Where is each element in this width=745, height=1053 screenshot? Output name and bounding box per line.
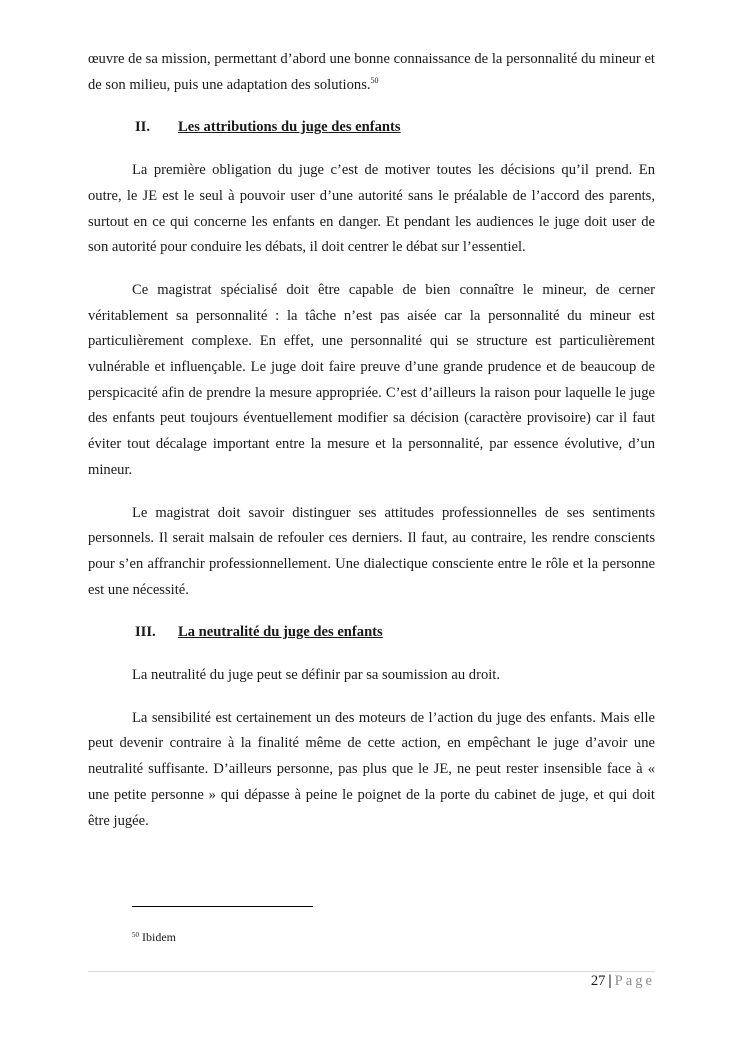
page-body xyxy=(88,47,655,834)
page-number: 27 xyxy=(590,973,606,989)
footnote-number: 50 xyxy=(132,931,139,939)
section-2-paragraph-3: Le magistrat doit savoir distinguer ses attitudes professionnelles de ses sentiments personnels. Il serait malsain de refouler ces derniers. Il faut, au contraire, les rendre conscients pour s’en affranchir professionnellement. Une dialectique consciente entre le rôle et la personne est une nécessité. xyxy=(88,504,655,598)
section-2-number: II. xyxy=(135,119,151,136)
footnote-separator xyxy=(132,906,313,907)
intro-paragraph: œuvre de sa mission, permettant d’abord une bonne connaissance de la personnalité du mineur et de son milieu, puis une adaptation des solutions.$^{50}$ xyxy=(88,51,655,93)
footer-divider xyxy=(88,971,655,972)
section-3-number: III. xyxy=(135,624,156,641)
footer-separator: | xyxy=(608,973,612,989)
section-2-heading xyxy=(135,115,655,141)
section-3-heading xyxy=(135,620,655,646)
footnote-text: Ibidem xyxy=(142,930,176,944)
section-3-paragraph-1: La neutralité du juge peut se définir par sa soumission au droit. xyxy=(132,667,500,684)
section-3-paragraph-2: La sensibilité est certainement un des moteurs de l’action du juge des enfants. Mais elle peut devenir contraire à la finalité même de cette action, en empêchant le juge d’avoir une neutralité suffisante. D’ailleurs personne, pas plus que le JE, ne peut rester insensible face à « une petite personne » qui dépasse à peine le poignet de la porte du cabinet de juge, et qui doit être jugée. xyxy=(88,709,655,829)
section-2-title: Les attributions du juge des enfants xyxy=(178,119,401,136)
footnote-ref[interactable]: 50 xyxy=(370,75,379,85)
page-label: Page xyxy=(614,973,655,989)
section-2-paragraph-2: Ce magistrat spécialisé doit être capable de bien connaître le mineur, de cerner véritablement sa personnalité : la tâche n’est pas aisée car la personnalité du mineur est particulièrement complexe. En effet, une personnalité qui se structure est particulièrement vulnérable et influençable. Le juge doit faire preuve d’une grande prudence et de beaucoup de perspicacité afin de prendre la mesure appropriée. C’est d’ailleurs la raison pour laquelle le juge des enfants peut toujours éventuellement modifier sa décision (caractère provisoire) car il faut éviter tout décalage important entre la mesure et la personnalité, par essence évolutive, d’un mineur. xyxy=(88,281,655,478)
footnote xyxy=(132,930,176,945)
page-footer xyxy=(591,973,655,990)
section-2-paragraph-1: La première obligation du juge c’est de motiver toutes les décisions qu’il prend. En outre, le JE est le seul à pouvoir user d’une autorité sans le préalable de l’accord des parents, surtout en ce qui concerne les enfants en danger. Et pendant les audiences le juge doit user de son autorité pour conduire les débats, il doit centrer le débat sur l’essentiel. xyxy=(88,162,655,256)
section-3-title: La neutralité du juge des enfants xyxy=(178,624,383,641)
